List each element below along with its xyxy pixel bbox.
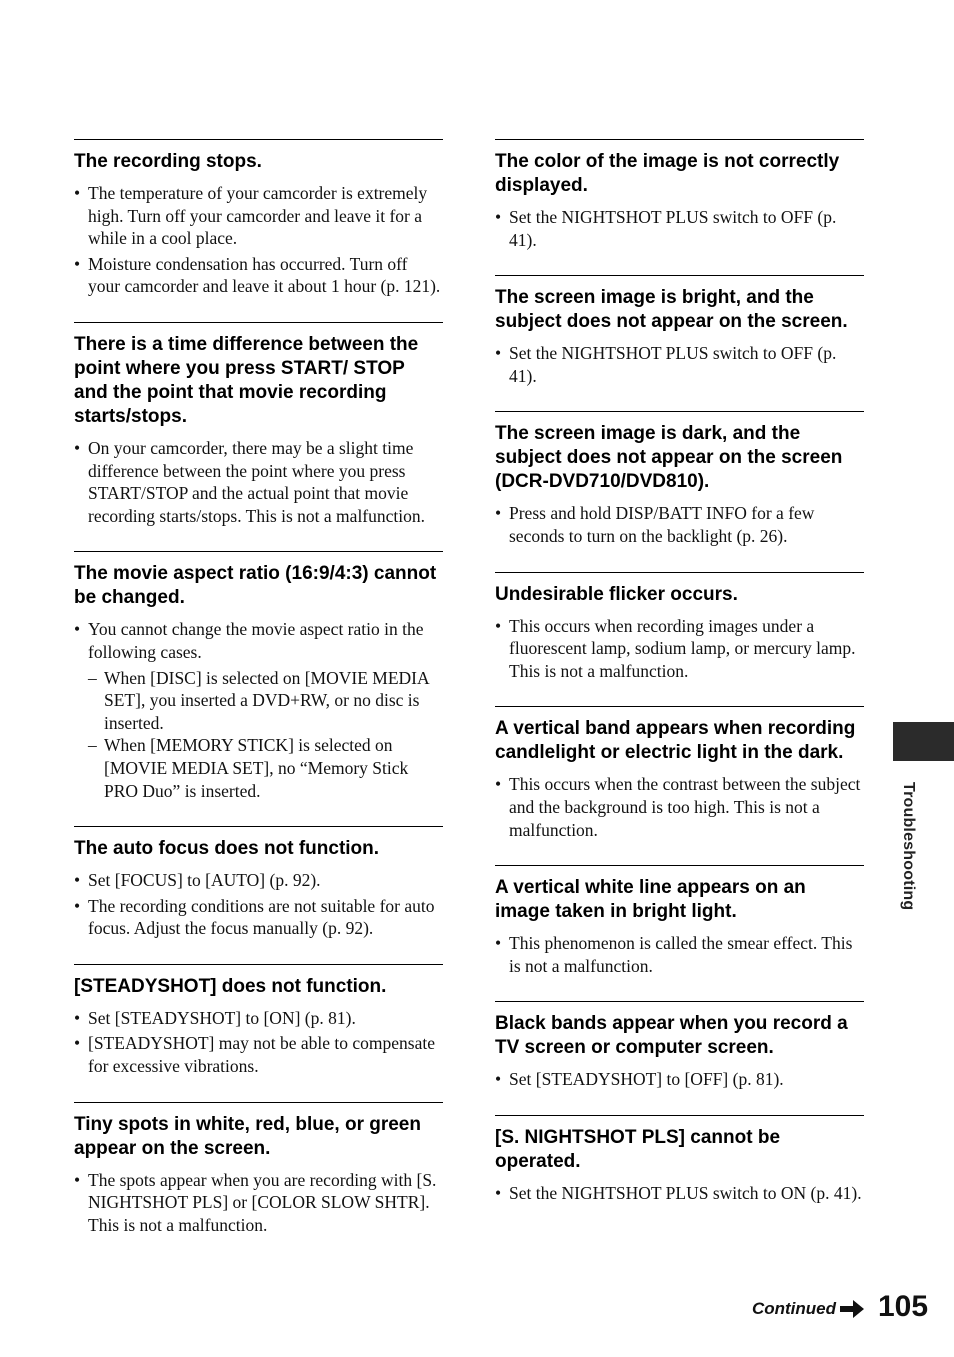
bullet-list: [74, 437, 443, 527]
bullet-marker: •: [495, 933, 502, 954]
bullet-marker: •: [74, 895, 81, 916]
troubleshooting-section: [495, 411, 864, 547]
list-item-text: When [MEMORY STICK] is selected on [MOVIE MEDIA SET], no “Memory Stick PRO Duo” is inserted.: [104, 735, 409, 801]
section-heading: The screen image is dark, and the subject does not appear on the screen (DCR-DVD710/DVD810).: [495, 423, 843, 493]
troubleshooting-section: [495, 572, 864, 683]
section-heading: [STEADYSHOT] does not function.: [74, 975, 387, 997]
page-number: 105: [878, 1290, 929, 1323]
list-item-text: Set the NIGHTSHOT PLUS switch to OFF (p. 41).: [509, 207, 837, 250]
troubleshooting-section: [495, 1001, 864, 1091]
bullet-list: [495, 615, 864, 683]
section-heading: The auto focus does not function.: [74, 838, 380, 860]
list-item: [495, 1182, 864, 1205]
list-item: [495, 932, 864, 977]
bullet-list: [495, 342, 864, 387]
list-item-text: When [DISC] is selected on [MOVIE MEDIA SET], you inserted a DVD+RW, or no disc is inserted.: [104, 667, 429, 733]
bullet-marker: •: [74, 619, 81, 640]
bullet-list: [74, 1169, 443, 1237]
troubleshooting-section: [74, 322, 443, 527]
section-heading: The screen image is bright, and the subject does not appear on the screen.: [495, 287, 848, 333]
section-heading: There is a time difference between the point where you press START/ STOP and the point that movie recording starts/stops.: [74, 333, 419, 427]
bullet-list: [495, 773, 864, 841]
troubleshooting-section: [495, 1115, 864, 1205]
bullet-marker: •: [495, 1182, 502, 1203]
section-heading: A vertical band appears when recording candlelight or electric light in the dark.: [495, 718, 856, 764]
sub-list-item: [74, 734, 443, 802]
section-heading: Undesirable flicker occurs.: [495, 583, 738, 605]
bullet-list: [74, 869, 443, 940]
troubleshooting-section: [495, 275, 864, 387]
list-item: [495, 615, 864, 683]
list-item: [495, 773, 864, 841]
section-heading: The recording stops.: [74, 151, 262, 172]
list-item-text: Set [STEADYSHOT] to [ON] (p. 81).: [88, 1007, 356, 1028]
troubleshooting-section: [495, 139, 864, 251]
list-item-text: You cannot change the movie aspect ratio in the following cases.: [88, 619, 424, 662]
list-item-text: The temperature of your camcorder is extremely high. Turn off your camcorder and leave it for a while in a cool place.: [88, 183, 428, 249]
list-item-text: This occurs when recording images under a fluorescent lamp, sodium lamp, or mercury lamp. This is not a malfunction.: [509, 615, 856, 681]
list-item: [495, 206, 864, 251]
bullet-marker: •: [74, 1007, 81, 1028]
troubleshooting-section: [74, 826, 443, 940]
list-item: [74, 895, 443, 940]
troubleshooting-section: [74, 964, 443, 1078]
list-item-text: This phenomenon is called the smear effect. This is not a malfunction.: [509, 933, 853, 976]
bullet-marker: •: [495, 503, 502, 524]
list-item: [74, 253, 443, 298]
section-heading: The movie aspect ratio (16:9/4:3) cannot be changed.: [74, 563, 437, 609]
section-heading: Black bands appear when you record a TV screen or computer screen.: [495, 1013, 848, 1059]
section-heading: The color of the image is not correctly displayed.: [495, 151, 840, 196]
troubleshooting-section: [495, 706, 864, 841]
continued-arrow-icon: [840, 1298, 864, 1320]
continued-label: Continued: [751, 1299, 836, 1318]
list-item: [74, 437, 443, 527]
list-item-text: The spots appear when you are recording with [S. NIGHTSHOT PLS] or [COLOR SLOW SHTR]. This is not a malfunction.: [88, 1169, 437, 1235]
bullet-marker: •: [74, 437, 81, 458]
list-item-text: Set the NIGHTSHOT PLUS switch to ON (p. 41).: [509, 1182, 862, 1203]
troubleshooting-section: [495, 865, 864, 977]
sub-list-item: [74, 667, 443, 735]
right-column: [495, 139, 864, 1208]
bullet-list: [74, 618, 443, 802]
bullet-list: [495, 502, 864, 547]
bullet-marker: •: [74, 1169, 81, 1190]
bullet-marker: •: [495, 774, 502, 795]
bullet-marker: •: [74, 1033, 81, 1054]
troubleshooting-section: [74, 139, 443, 298]
bullet-list: [495, 1182, 864, 1205]
section-heading: Tiny spots in white, red, blue, or green appear on the screen.: [74, 1113, 421, 1159]
list-item: [74, 869, 443, 892]
troubleshooting-section: [74, 1102, 443, 1237]
list-item-text: Set the NIGHTSHOT PLUS switch to OFF (p. 41).: [509, 343, 837, 386]
bullet-list: [495, 1068, 864, 1091]
bullet-marker: •: [74, 183, 81, 203]
bullet-marker: •: [74, 253, 81, 274]
bullet-marker: •: [74, 870, 81, 891]
list-item: [74, 1007, 443, 1030]
list-item-text: The recording conditions are not suitable for auto focus. Adjust the focus manually (p. 92).: [88, 895, 435, 939]
bullet-list: [495, 932, 864, 977]
bullet-list: [74, 1007, 443, 1078]
bullet-marker: •: [495, 1069, 502, 1090]
list-item: [74, 1032, 443, 1077]
list-item: [495, 502, 864, 547]
list-item-text: Press and hold DISP/BATT INFO for a few seconds to turn on the backlight (p. 26).: [509, 503, 815, 546]
bullet-marker: •: [495, 207, 502, 227]
troubleshooting-section: [74, 551, 443, 802]
bullet-list: [495, 206, 864, 251]
list-item-text: Set [STEADYSHOT] to [OFF] (p. 81).: [509, 1069, 784, 1090]
list-item-text: This occurs when the contrast between the subject and the background is too high. This is not a malfunction.: [509, 774, 861, 840]
section-tab-marker: [893, 722, 954, 761]
list-item-text: Set [FOCUS] to [AUTO] (p. 92).: [88, 870, 321, 891]
bullet-marker: •: [495, 343, 502, 364]
section-heading: A vertical white line appears on an image taken in bright light.: [495, 877, 806, 923]
section-heading: [S. NIGHTSHOT PLS] cannot be operated.: [495, 1126, 781, 1172]
dash-marker: –: [88, 667, 97, 688]
list-item: [74, 1169, 443, 1237]
list-item-text: Moisture condensation has occurred. Turn off your camcorder and leave it about 1 hour (p. 121).: [88, 253, 441, 297]
list-item-text: [STEADYSHOT] may not be able to compensate for excessive vibrations.: [88, 1033, 436, 1077]
list-item: [495, 1068, 864, 1091]
left-column: [74, 139, 443, 1239]
list-item: [74, 182, 443, 250]
dash-marker: –: [88, 735, 97, 756]
section-tab-label: Troubleshooting: [900, 782, 917, 911]
bullet-list: [74, 182, 443, 298]
bullet-marker: •: [495, 615, 502, 636]
list-item: [495, 342, 864, 387]
list-item-text: On your camcorder, there may be a slight time difference between the point where you press START/STOP and the actual point that movie recording starts/stops. This is not a malfunction.: [88, 437, 425, 526]
list-item: [74, 618, 443, 663]
